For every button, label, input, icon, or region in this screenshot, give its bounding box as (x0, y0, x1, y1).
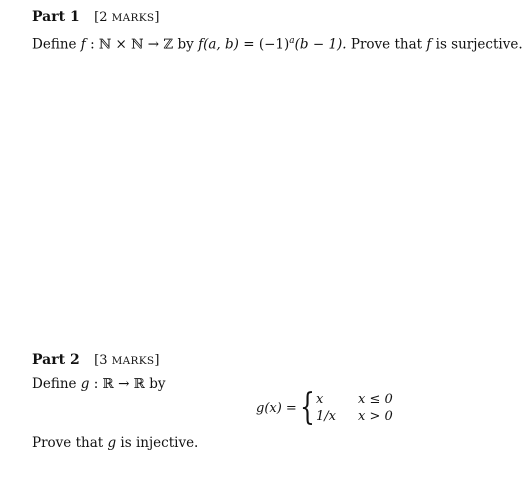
part2-g-var: g (107, 435, 117, 451)
part2-marks (94, 353, 159, 368)
part1-exp-a: a (289, 36, 295, 46)
part1-heading (32, 8, 159, 27)
part1-define-lead: Define (32, 36, 81, 53)
case1-condition: x ≤ 0 (358, 392, 393, 407)
part1-marks-close: ] (154, 10, 160, 25)
part2-heading (32, 351, 159, 370)
part1-func-f: f (80, 36, 86, 53)
part1-f-var: f (426, 36, 432, 53)
part2-marks-word: MARKS (111, 355, 155, 367)
part2-prove-line (32, 434, 198, 452)
part2-title: Part 2 (32, 352, 80, 368)
part2-define-lead: Define (32, 376, 81, 392)
part2-func-g: g (80, 376, 90, 392)
part2-marks-close: ] (154, 353, 160, 368)
part1-marks-open: [2 (94, 10, 112, 25)
part1-f-of: f (198, 36, 204, 53)
part1-equals-lhs: = (−1) (238, 36, 290, 53)
part1-factor: (b − 1). (294, 36, 347, 53)
case2-condition: x > 0 (358, 409, 393, 424)
case2-value: 1/x (316, 409, 336, 424)
part1-statement (32, 32, 523, 54)
part1-args: (a, b) (203, 36, 239, 53)
part2-prove-lead: Prove that (32, 435, 108, 451)
piecewise-gx: g(x) = (256, 401, 297, 416)
part1-marks-word: MARKS (111, 12, 155, 24)
part2-domain-codomain: : ℝ → ℝ by (89, 376, 166, 392)
part1-title: Part 1 (32, 9, 80, 25)
part1-marks (94, 10, 159, 25)
part1-surjective: is surjective. (431, 36, 523, 53)
part2-injective: is injective. (116, 435, 199, 451)
part1-domain-codomain: : ℕ × ℕ → ℤ by (85, 36, 199, 53)
part2-define-line (32, 375, 165, 393)
part2-marks-open: [3 (94, 353, 112, 368)
case1-value: x (316, 392, 324, 407)
part1-prove-text: Prove that (346, 36, 427, 53)
piecewise-lhs (256, 401, 297, 416)
piecewise-brace: { (300, 387, 315, 428)
